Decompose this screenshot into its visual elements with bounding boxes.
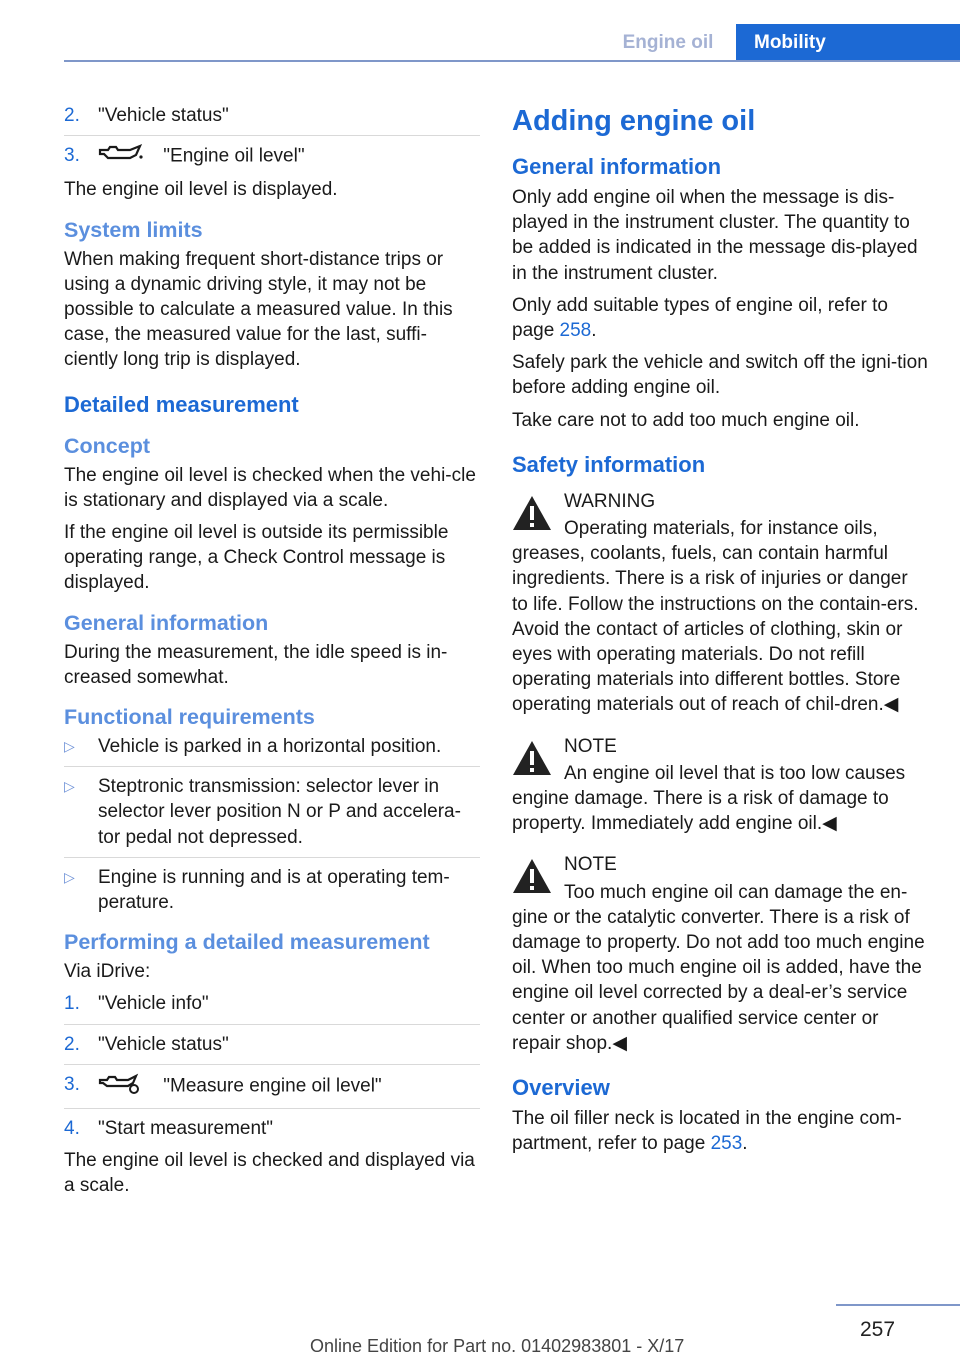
- heading-performing-measurement: Performing a detailed measurement: [64, 930, 430, 955]
- warning-triangle-icon: [512, 740, 552, 783]
- header-rule: [64, 60, 960, 62]
- paragraph-text: The oil filler neck is located in the engine com-partment, refer to page: [512, 1108, 902, 1155]
- oil-can-icon: [98, 143, 144, 170]
- left-column: [64, 103, 480, 1206]
- heading-general-information: General information: [64, 610, 269, 635]
- step-item: [64, 103, 480, 128]
- divider: [64, 766, 480, 767]
- step-number: 3.: [64, 145, 80, 167]
- right-column: [512, 103, 928, 1164]
- paragraph: If the engine oil level is outside its permissible operating range, a Check Control message is displayed.: [64, 522, 449, 594]
- step-text: "Engine oil level": [163, 145, 305, 167]
- warning-notice: [512, 489, 928, 514]
- page-number: 257: [860, 1318, 896, 1341]
- step-item: [64, 1116, 480, 1141]
- heading-safety-information: Safety information: [512, 451, 706, 477]
- step-number: 1.: [64, 993, 80, 1015]
- paragraph: During the measurement, the idle speed is in-creased somewhat.: [64, 641, 448, 688]
- step-number: 2.: [64, 1033, 80, 1055]
- triangle-bullet-icon: ▷: [64, 738, 75, 755]
- step-text: "Measure engine oil level": [163, 1075, 382, 1097]
- step-number: 4.: [64, 1118, 80, 1140]
- warning-triangle-icon: [512, 858, 552, 901]
- paragraph: When making frequent short-distance trips or using a dynamic driving style, it may not be possible to calculate a measured value. In this case, the measured value for the last, suffi-ciently long trip is displayed.: [64, 248, 453, 371]
- paragraph: Via iDrive:: [64, 961, 151, 983]
- paragraph: Safely park the vehicle and switch off the igni-tion before adding engine oil.: [512, 352, 928, 399]
- divider: [64, 857, 480, 858]
- triangle-bullet-icon: ▷: [64, 868, 75, 885]
- edition-footer: Online Edition for Part no. 01402983801 - X/17: [310, 1336, 685, 1356]
- paragraph: Only add engine oil when the message is dis-played in the instrument cluster. The quantity to be added is indicated in the message dis-played in the instrument cluster.: [512, 187, 918, 284]
- notice-body: Operating materials, for instance oils, greases, coolants, fuels, can contain harmful ingredients. There is a risk of injuries or danger to life. Follow the instructions on the contain-ers. Avoid the contact of articles of clothing, skin or eyes with operating materials. Do not refill operating materials into different bottles. Store operating materials out of reach of chil-dren.◀: [512, 518, 919, 716]
- step-text: "Vehicle status": [98, 105, 229, 126]
- heading-overview: Overview: [512, 1075, 610, 1101]
- heading-adding-engine-oil: Adding engine oil: [512, 105, 756, 137]
- paragraph: [512, 1106, 928, 1156]
- list-item: [64, 865, 480, 915]
- divider: [64, 1064, 480, 1065]
- step-number: 3.: [64, 1073, 80, 1095]
- note-notice: [512, 734, 928, 759]
- notice-title: NOTE: [564, 735, 617, 757]
- list-item: [64, 734, 480, 759]
- paragraph-text: .: [591, 320, 597, 342]
- paragraph: [512, 293, 928, 343]
- paragraph-text: Only add suitable types of engine oil, refer to page: [512, 294, 889, 342]
- step-number: 2.: [64, 105, 80, 126]
- tab-engine-oil[interactable]: Engine oil: [622, 32, 714, 53]
- notice-title: WARNING: [564, 490, 656, 512]
- page-link[interactable]: 253: [710, 1133, 743, 1155]
- note-notice: [512, 852, 928, 877]
- list-item-text: Engine is running and is at operating tem-perature.: [98, 866, 450, 914]
- paragraph-text: .: [742, 1133, 748, 1155]
- paragraph: The engine oil level is displayed.: [64, 179, 338, 201]
- step-item: [64, 1032, 480, 1057]
- divider: [64, 135, 480, 136]
- notice-title: NOTE: [564, 854, 617, 876]
- heading-detailed-measurement: Detailed measurement: [64, 391, 299, 417]
- divider: [64, 1024, 480, 1025]
- step-item: [64, 143, 480, 170]
- oil-measure-icon: [98, 1072, 144, 1101]
- step-text: "Vehicle info": [98, 993, 209, 1015]
- footer-rule: [836, 1304, 960, 1306]
- paragraph: The engine oil level is checked and displayed via a scale.: [64, 1150, 475, 1197]
- paragraph: The engine oil level is checked when the vehi-cle is stationary and displayed via a scale.: [64, 464, 476, 511]
- list-item: [64, 774, 480, 850]
- step-item: [64, 1072, 480, 1101]
- page-link[interactable]: 258: [559, 320, 592, 342]
- step-text: "Vehicle status": [98, 1033, 229, 1055]
- list-item-text: Vehicle is parked in a horizontal position.: [98, 736, 442, 758]
- notice-body: Too much engine oil can damage the en-gine or the catalytic converter. There is a risk of damage to property. Do not add too much engine oil. When too much engine oil is added, have the engine oil level corrected by a deal-er’s service center or another qualified service center or repair shop.◀: [512, 881, 925, 1054]
- paragraph: Take care not to add too much engine oil.: [512, 409, 860, 431]
- heading-functional-requirements: Functional requirements: [64, 705, 315, 730]
- step-item: [64, 991, 480, 1016]
- heading-concept: Concept: [64, 433, 150, 458]
- step-text: "Start measurement": [98, 1118, 274, 1140]
- triangle-bullet-icon: ▷: [64, 778, 75, 795]
- notice-body: An engine oil level that is too low causes engine damage. There is a risk of damage to property. Immediately add engine oil.◀: [512, 762, 906, 835]
- list-item-text: Steptronic transmission: selector lever in selector lever position N or P and accelera-tor pedal not depressed.: [98, 776, 461, 848]
- divider: [64, 1108, 480, 1109]
- tab-mobility[interactable]: Mobility: [736, 24, 960, 62]
- warning-triangle-icon: [512, 495, 552, 538]
- heading-general-information: General information: [512, 154, 722, 179]
- heading-system-limits: System limits: [64, 217, 203, 242]
